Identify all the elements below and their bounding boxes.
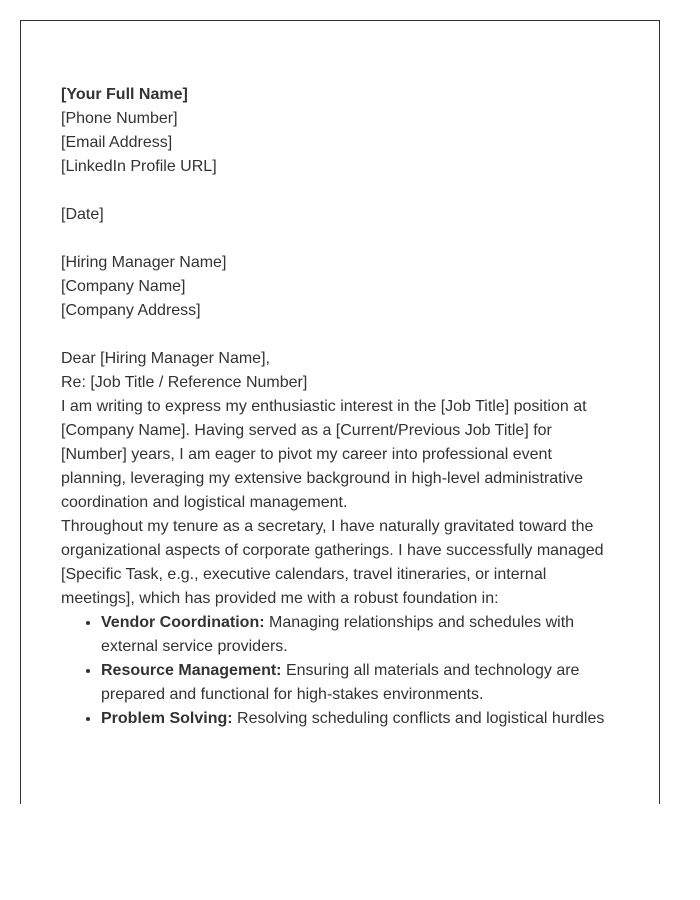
document-page <box>20 20 660 804</box>
sender-phone: [Phone Number] <box>61 110 178 127</box>
list-item-text: Managing relationships and schedules with external service providers. <box>101 614 575 655</box>
recipient-block <box>61 251 621 323</box>
date-block <box>61 203 621 227</box>
list-item-text: Ensuring all materials and technology are prepared and functional for high-stakes environments. <box>101 662 580 703</box>
cover-letter <box>61 83 621 731</box>
list-item <box>101 707 621 731</box>
sender-name: [Your Full Name] <box>61 86 188 103</box>
body-paragraph: Throughout my tenure as a secretary, I have naturally gravitated toward the organizational aspects of corporate gatherings. I have successfully managed [Specific Task, e.g., executive calendars, travel itineraries, or internal meetings], which has provided me with a robust foundation in: <box>61 518 604 607</box>
sender-email: [Email Address] <box>61 134 173 151</box>
salutation: Dear [Hiring Manager Name], <box>61 350 270 367</box>
list-item-text: Resolving scheduling conflicts and logistical hurdles <box>237 710 605 727</box>
list-item-title: Vendor Coordination: <box>101 614 265 631</box>
recipient-address: [Company Address] <box>61 302 201 319</box>
recipient-manager: [Hiring Manager Name] <box>61 254 227 271</box>
body-paragraph: I am writing to express my enthusiastic interest in the [Job Title] position at [Company Name]. Having served as a [Current/Previous Job Title] for [Number] years, I am eager to pivot my career into professional event planning, leveraging my extensive background in high-level administrative coordination and logistical management. <box>61 398 587 511</box>
list-item <box>101 611 621 659</box>
reference-line: Re: [Job Title / Reference Number] <box>61 374 308 391</box>
letter-date: [Date] <box>61 206 104 223</box>
sender-linkedin: [LinkedIn Profile URL] <box>61 158 217 175</box>
sender-block <box>61 83 621 179</box>
list-item-title: Resource Management: <box>101 662 282 679</box>
skills-list <box>61 611 621 731</box>
recipient-company: [Company Name] <box>61 278 186 295</box>
list-item <box>101 659 621 707</box>
list-item-title: Problem Solving: <box>101 710 233 727</box>
